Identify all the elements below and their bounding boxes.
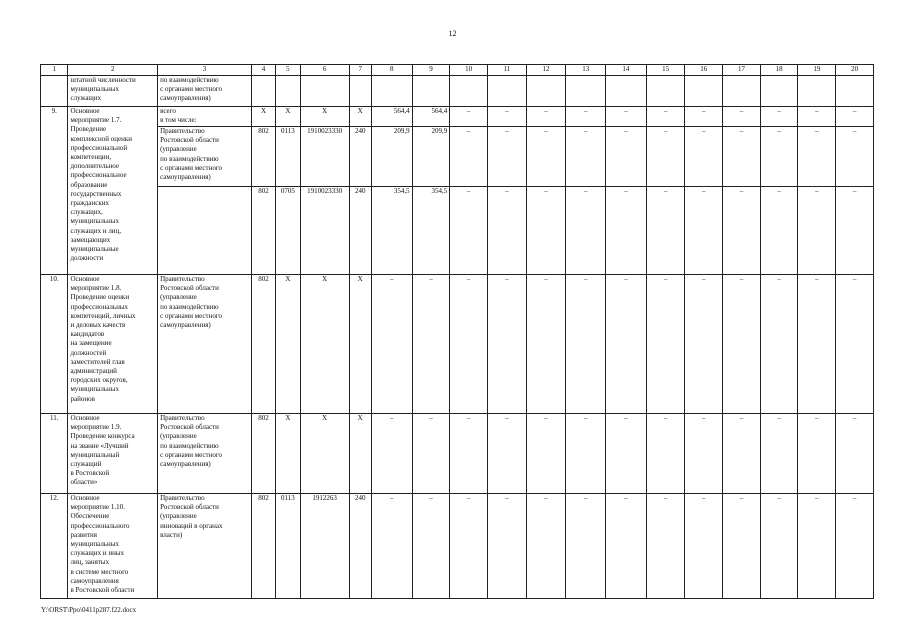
cell-description: Основное мероприятие 1.7. Проведение комплексной оценки профессиональной компетенции, дополнительное профессиональное образование государственных гражданских служащих, муниципальных служащих и лиц, замещающих муниципальные должности (68, 107, 158, 275)
cell-executor: Правительство Ростовской области (управление по взаимодействию с органами местного самоуправления) (158, 414, 252, 494)
table-row (41, 187, 874, 275)
column-number: 18 (760, 65, 798, 76)
file-path-footer: Y:\ORST\Ppo\0411p287.f22.docx (41, 606, 137, 614)
cell-year-value: – (412, 494, 450, 599)
column-number: 20 (836, 65, 874, 76)
cell-dash: – (566, 107, 606, 127)
column-number: 4 (251, 65, 275, 76)
cell-empty (300, 76, 349, 107)
cell-dash: – (566, 187, 606, 275)
table-body (41, 65, 874, 599)
cell-dash: – (526, 494, 566, 599)
cell-dash: – (646, 107, 685, 127)
cell-empty (371, 76, 412, 107)
cell-executor (158, 187, 252, 275)
cell-rzpr: Х (276, 107, 300, 127)
cell-dash: – (606, 414, 647, 494)
cell-dash: – (646, 187, 685, 275)
cell-vr: Х (349, 107, 371, 127)
cell-dash: – (723, 275, 761, 414)
cell-empty (349, 76, 371, 107)
column-number: 2 (68, 65, 158, 76)
cell-dash: – (450, 107, 488, 127)
cell-dash: – (487, 187, 526, 275)
cell-dash: – (760, 414, 798, 494)
cell-total: – (371, 494, 412, 599)
cell-empty (251, 76, 275, 107)
cell-description: Основное мероприятие 1.8. Проведение оценки профессиональных компетенций, личных и деловых качеств кандидатов на замещение должностей заместителей глав администраций городских округов, муниципальных районов (68, 275, 158, 414)
cell-dash: – (450, 127, 488, 187)
cell-total: 354,5 (371, 187, 412, 275)
cell-csr: 1910023330 (300, 127, 349, 187)
cell-dash: – (760, 107, 798, 127)
cell-grbs: 802 (251, 127, 275, 187)
cell-dash: – (566, 414, 606, 494)
table-row (41, 494, 874, 599)
column-number: 11 (487, 65, 526, 76)
cell-dash: – (760, 494, 798, 599)
cell-dash: – (685, 414, 723, 494)
cell-dash: – (685, 275, 723, 414)
cell-row-number: 12. (41, 494, 68, 599)
cell-vr: Х (349, 414, 371, 494)
table-row (41, 107, 874, 127)
cell-description: Основное мероприятие 1.10. Обеспечение профессионального развития муниципальных служащих и иных лиц, занятых в системе местного самоуправления в Ростовской области (68, 494, 158, 599)
column-number: 19 (798, 65, 836, 76)
cell-empty (836, 76, 874, 107)
cell-empty (487, 76, 526, 107)
cell-dash: – (798, 127, 836, 187)
column-number: 14 (606, 65, 647, 76)
cell-empty (41, 76, 68, 107)
cell-year-value: – (412, 414, 450, 494)
cell-vr: 240 (349, 127, 371, 187)
cell-dash: – (836, 414, 874, 494)
cell-dash: – (723, 414, 761, 494)
cell-grbs: 802 (251, 414, 275, 494)
cell-dash: – (798, 107, 836, 127)
cell-dash: – (487, 275, 526, 414)
cell-dash: – (487, 107, 526, 127)
cell-empty (412, 76, 450, 107)
cell-csr: 1910023330 (300, 187, 349, 275)
cell-empty (276, 76, 300, 107)
cell-dash: – (646, 414, 685, 494)
column-number: 6 (300, 65, 349, 76)
cell-dash: – (606, 494, 647, 599)
cell-dash: – (760, 187, 798, 275)
cell-dash: – (606, 107, 647, 127)
cell-rzpr: 0113 (276, 127, 300, 187)
cell-dash: – (836, 107, 874, 127)
cell-empty (606, 76, 647, 107)
cell-dash: – (646, 275, 685, 414)
cell-dash: – (723, 127, 761, 187)
column-number: 13 (566, 65, 606, 76)
cell-rzpr: 0705 (276, 187, 300, 275)
cell-year-value: 564,4 (412, 107, 450, 127)
cell-dash: – (723, 494, 761, 599)
cell-total: 564,4 (371, 107, 412, 127)
cell-dash: – (685, 107, 723, 127)
cell-dash: – (836, 187, 874, 275)
cell-dash: – (526, 107, 566, 127)
cell-csr: 1912263 (300, 494, 349, 599)
cell-vr: 240 (349, 494, 371, 599)
cell-executor: Правительство Ростовской области (управление по взаимодействию с органами местного самоуправления) (158, 127, 252, 187)
cell-dash: – (606, 187, 647, 275)
cell-dash: – (566, 275, 606, 414)
cell-grbs: 802 (251, 275, 275, 414)
cell-dash: – (798, 414, 836, 494)
cell-dash: – (487, 414, 526, 494)
cell-total: – (371, 275, 412, 414)
cell-dash: – (450, 275, 488, 414)
cell-empty (723, 76, 761, 107)
cell-dash: – (487, 127, 526, 187)
cell-rzpr: Х (276, 275, 300, 414)
cell-dash: – (450, 187, 488, 275)
cell-csr: Х (300, 107, 349, 127)
cell-row-number: 11. (41, 414, 68, 494)
cell-empty (566, 76, 606, 107)
cell-dash: – (836, 127, 874, 187)
cell-executor: всего в том числе: (158, 107, 252, 127)
cell-grbs: 802 (251, 494, 275, 599)
cell-row-number: 9. (41, 107, 68, 275)
cell-dash: – (685, 494, 723, 599)
column-number: 9 (412, 65, 450, 76)
cell-year-value: 354,5 (412, 187, 450, 275)
cell-grbs: 802 (251, 187, 275, 275)
cell-dash: – (450, 414, 488, 494)
column-number: 16 (685, 65, 723, 76)
column-number: 3 (158, 65, 252, 76)
cell-dash: – (566, 127, 606, 187)
cell-rzpr: Х (276, 414, 300, 494)
cell-dash: – (606, 127, 647, 187)
cell-csr: Х (300, 414, 349, 494)
cell-grbs: Х (251, 107, 275, 127)
cell-dash: – (760, 127, 798, 187)
cell-dash: – (646, 494, 685, 599)
page-number: 12 (448, 29, 457, 38)
cell-description: Основное мероприятие 1.9. Проведение конкурса на звание «Лучший муниципальный служащий в Ростовской области» (68, 414, 158, 494)
cell-empty (526, 76, 566, 107)
header-row (41, 65, 874, 76)
cell-csr: Х (300, 275, 349, 414)
cell-dash: – (723, 187, 761, 275)
program-table (40, 64, 874, 599)
column-number: 10 (450, 65, 488, 76)
cell-dash: – (760, 275, 798, 414)
cell-dash: – (836, 275, 874, 414)
column-number: 1 (41, 65, 68, 76)
cell-total: – (371, 414, 412, 494)
cell-year-value: 209,9 (412, 127, 450, 187)
cell-row-number: 10. (41, 275, 68, 414)
column-number: 7 (349, 65, 371, 76)
column-number: 17 (723, 65, 761, 76)
cell-dash: – (646, 127, 685, 187)
cell-empty (760, 76, 798, 107)
table-row (41, 414, 874, 494)
cell-dash: – (526, 127, 566, 187)
cell-empty (450, 76, 488, 107)
cell-empty (646, 76, 685, 107)
cell-dash: – (606, 275, 647, 414)
cell-year-value: – (412, 275, 450, 414)
cell-description: штатной численности муниципальных служащих (68, 76, 158, 107)
cell-dash: – (526, 187, 566, 275)
cell-dash: – (685, 127, 723, 187)
cell-dash: – (723, 107, 761, 127)
cell-executor: Правительство Ростовской области (управление по взаимодействию с органами местного самоуправления) (158, 275, 252, 414)
column-number: 5 (276, 65, 300, 76)
cell-vr: 240 (349, 187, 371, 275)
cell-dash: – (526, 414, 566, 494)
cell-rzpr: 0113 (276, 494, 300, 599)
carry-over-row (41, 76, 874, 107)
cell-dash: – (526, 275, 566, 414)
column-number: 12 (526, 65, 566, 76)
cell-executor: Правительство Ростовской области (управление инноваций в органах власти) (158, 494, 252, 599)
cell-dash: – (798, 494, 836, 599)
table-row (41, 127, 874, 187)
cell-dash: – (798, 187, 836, 275)
cell-empty (685, 76, 723, 107)
table-row (41, 275, 874, 414)
cell-dash: – (798, 275, 836, 414)
cell-vr: Х (349, 275, 371, 414)
cell-dash: – (566, 494, 606, 599)
cell-dash: – (836, 494, 874, 599)
cell-total: 209,9 (371, 127, 412, 187)
column-number: 8 (371, 65, 412, 76)
cell-empty (798, 76, 836, 107)
cell-dash: – (487, 494, 526, 599)
column-number: 15 (646, 65, 685, 76)
cell-dash: – (450, 494, 488, 599)
cell-dash: – (685, 187, 723, 275)
cell-executor: по взаимодействию с органами местного самоуправления) (158, 76, 252, 107)
